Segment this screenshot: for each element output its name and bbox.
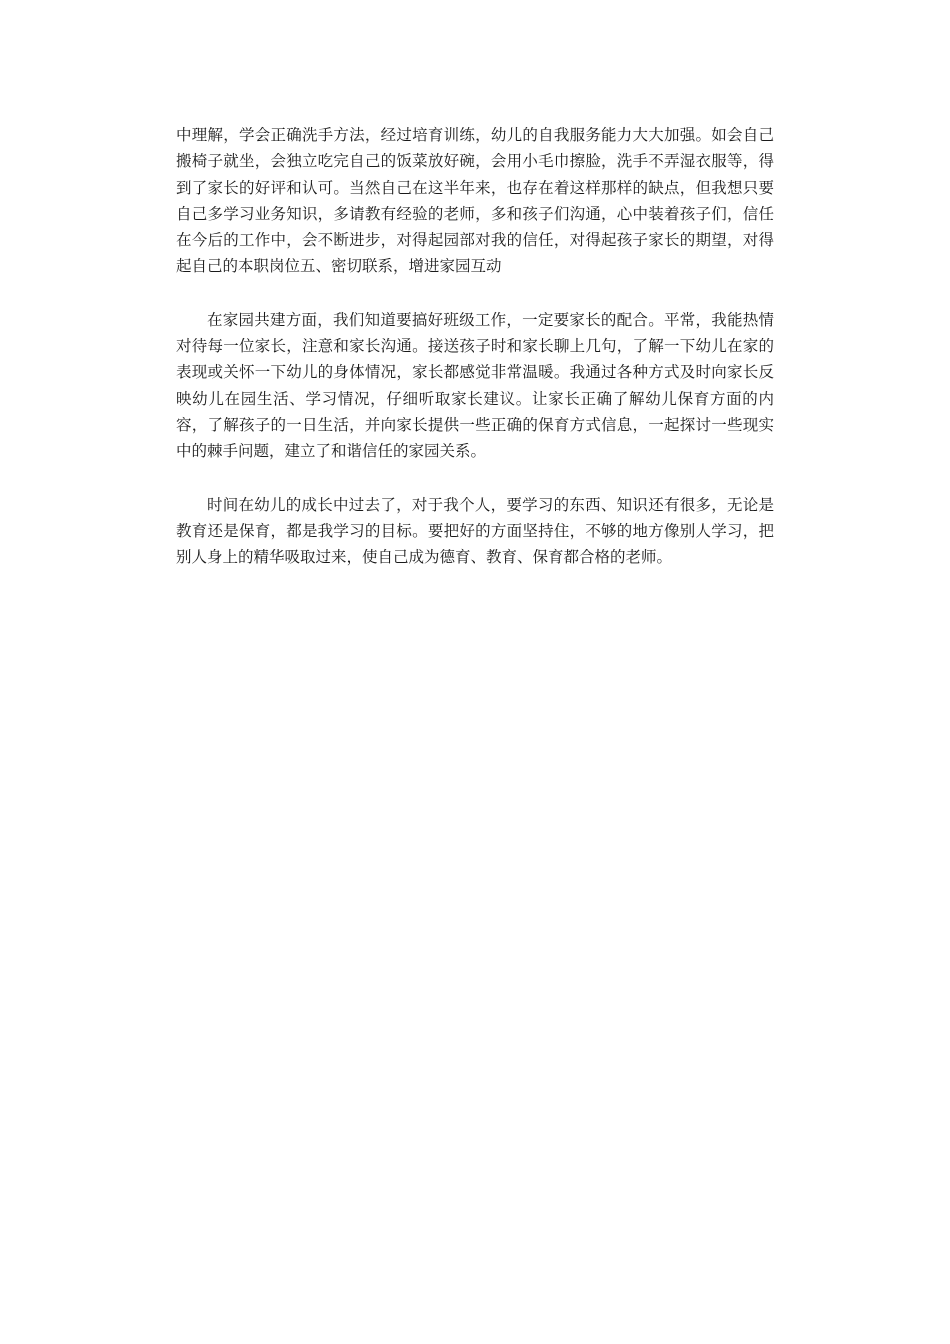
document-body <box>176 122 774 570</box>
paragraph-2: 在家园共建方面，我们知道要搞好班级工作，一定要家长的配合。平常，我能热情对待每一位家长，注意和家长沟通。接送孩子时和家长聊上几句，了解一下幼儿在家的表现或关怀一下幼儿的身体情况，家长都感觉非常温暖。我通过各种方式及时向家长反映幼儿在园生活、学习情况，仔细听取家长建议。让家长正确了解幼儿保育方面的内容，了解孩子的一日生活，并向家长提供一些正确的保育方式信息，一起探讨一些现实中的棘手问题，建立了和谐信任的家园关系。 <box>176 310 774 461</box>
paragraph-3: 时间在幼儿的成长中过去了，对于我个人，要学习的东西、知识还有很多，无论是教育还是保育，都是我学习的目标。要把好的方面坚持住，不够的地方像别人学习，把别人身上的精华吸取过来，使自己成为德育、教育、保育都合格的老师。 <box>176 495 774 567</box>
paragraph-1: 中理解，学会正确洗手方法，经过培育训练，幼儿的自我服务能力大大加强。如会自己搬椅子就坐，会独立吃完自己的饭菜放好碗，会用小毛巾擦脸，洗手不弄湿衣服等，得到了家长的好评和认可。当然自己在这半年来，也存在着这样那样的缺点，但我想只要自己多学习业务知识，多请教有经验的老师，多和孩子们沟通，心中装着孩子们，信任在今后的工作中，会不断进步，对得起园部对我的信任，对得起孩子家长的期望，对得起自己的本职岗位五、密切联系，增进家园互动 <box>176 126 774 276</box>
